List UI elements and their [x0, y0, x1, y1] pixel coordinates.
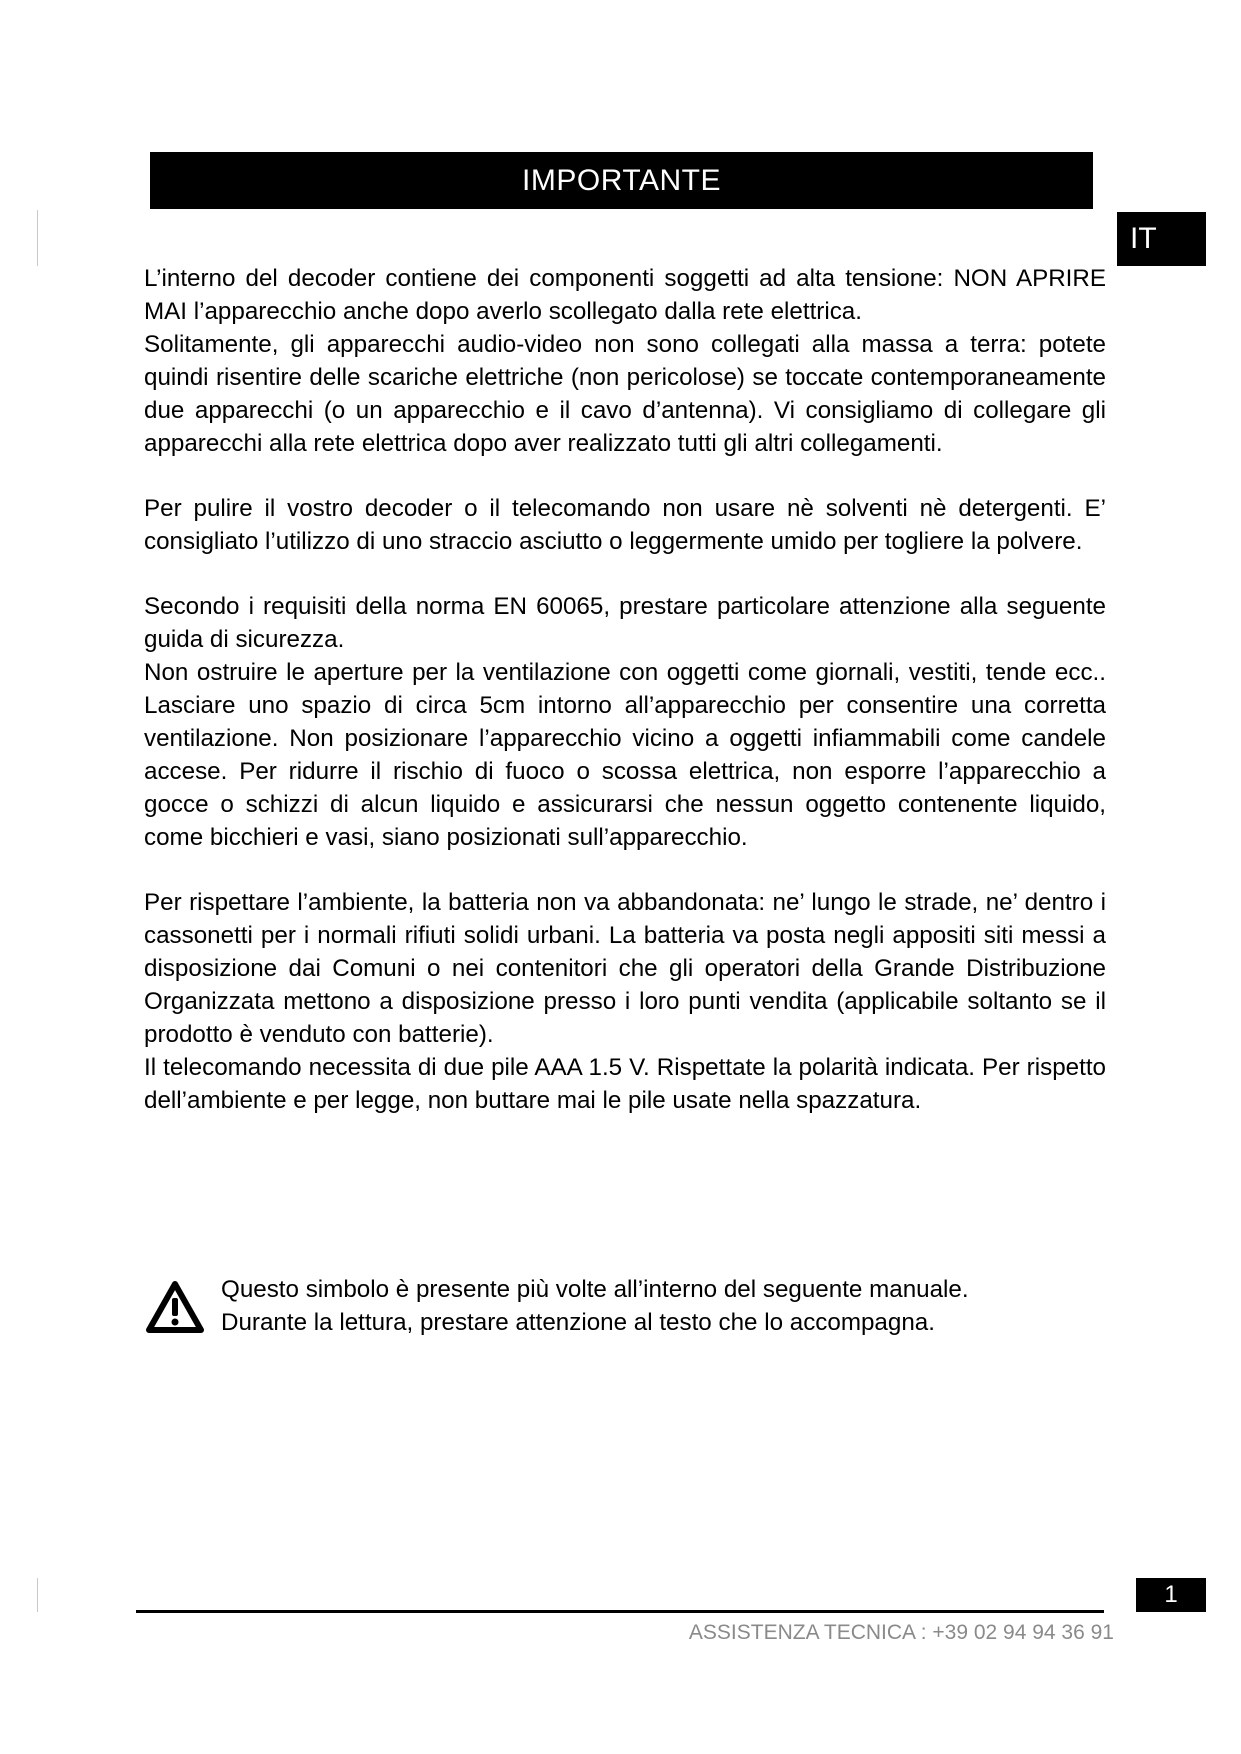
warning-triangle-icon: [145, 1280, 205, 1335]
warning-notice-text: [221, 1273, 969, 1339]
paragraph-ventilation: Non ostruire le aperture per la ventilazione con oggetti come giornali, vestiti, tende ecc.. Lasciare uno spazio di circa 5cm intorno all’apparecchio per consentire una corretta ventilazione. Non posizionare l’apparecchio vicino a oggetti infiammabili come candele accese. Per ridurre il rischio di fuoco o scossa elettrica, non esporre l’apparecchio a gocce o schizzi di alcun liquido e assicurarsi che nessun oggetto contenente liquido, come bicchieri e vasi, siano posizionati sull’apparecchio.: [144, 659, 1106, 851]
footer-divider: [136, 1610, 1104, 1613]
section-title: IMPORTANTE: [522, 163, 721, 197]
language-tab: [1117, 212, 1206, 266]
paragraph-gap: [144, 558, 1106, 590]
warning-notice: [145, 1273, 969, 1339]
section-title-bar: [150, 152, 1093, 209]
paragraph-remote-batteries: Il telecomando necessita di due pile AAA 1.5 V. Rispettate la polarità indicata. Per rispetto dell’ambiente e per legge, non buttare mai le pile usate nella spazzatura.: [144, 1054, 1106, 1114]
paragraph-standard: Secondo i requisiti della norma EN 60065, prestare particolare attenzione alla seguente guida di sicurezza.: [144, 593, 1106, 653]
paragraph-cleaning: Per pulire il vostro decoder o il telecomando non usare nè solventi nè detergenti. E’ consigliato l’utilizzo di uno straccio asciutto o leggermente umido per togliere la polvere.: [144, 495, 1106, 555]
support-phone: ASSISTENZA TECNICA : +39 02 94 94 36 91: [688, 1621, 1114, 1644]
margin-mark-bottom: [37, 1578, 38, 1612]
paragraph-grounding: Solitamente, gli apparecchi audio-video non sono collegati alla massa a terra: potete quindi risentire delle scariche elettriche (non pericolose) se toccate contemporaneamente due apparecchi (o un apparecchio e il cavo d’antenna). Vi consigliamo di collegare gli apparecchi alla rete elettrica dopo aver realizzato tutti gli altri collegamenti.: [144, 331, 1106, 457]
paragraph-gap: [144, 854, 1106, 886]
paragraph-gap: [144, 460, 1106, 492]
page-number: 1: [1164, 1581, 1178, 1608]
paragraph-high-voltage: L’interno del decoder contiene dei componenti soggetti ad alta tensione: NON APRIRE MAI l’apparecchio anche dopo averlo scollegato dalla rete elettrica.: [144, 265, 1106, 325]
page-number-box: [1136, 1578, 1206, 1612]
warning-notice-line-2: Durante la lettura, prestare attenzione al testo che lo accompagna.: [221, 1309, 935, 1336]
warning-notice-line-1: Questo simbolo è presente più volte all’interno del seguente manuale.: [221, 1276, 969, 1303]
paragraph-battery-disposal: Per rispettare l’ambiente, la batteria non va abbandonata: ne’ lungo le strade, ne’ dentro i cassonetti per i normali rifiuti solidi urbani. La batteria va posta negli appositi siti messi a disposizione dai Comuni o nei contenitori che gli operatori della Grande Distribuzione Organizzata mettono a disposizione presso i loro punti vendita (applicabile soltanto se il prodotto è venduto con batterie).: [144, 889, 1106, 1048]
margin-mark-top: [37, 210, 38, 266]
language-label: IT: [1130, 222, 1157, 255]
body-text: [144, 262, 1106, 1117]
